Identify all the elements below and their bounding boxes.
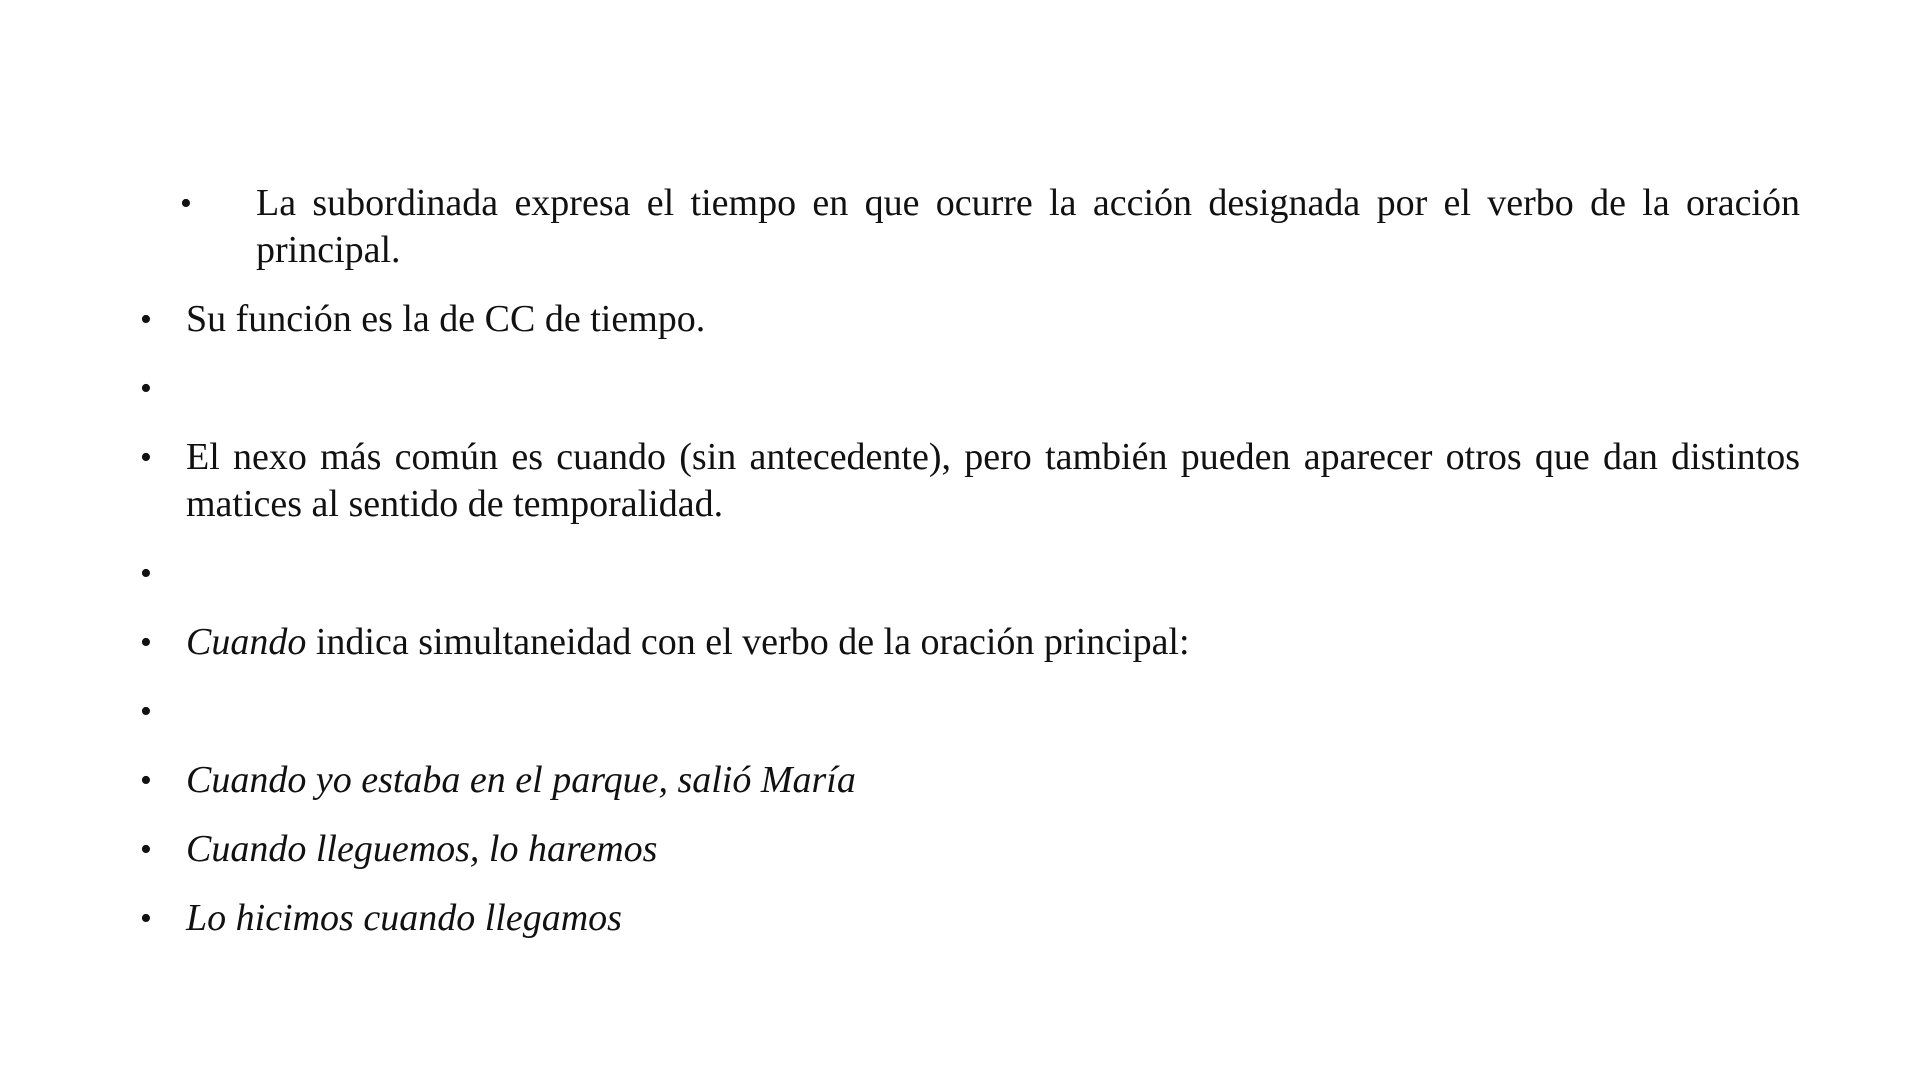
item-text: indica simultaneidad con el verbo de la oración principal: xyxy=(306,621,1190,663)
bullet-dot: • xyxy=(180,185,192,222)
list-item xyxy=(140,296,1800,343)
list-item xyxy=(140,619,1800,666)
bullet-dot: • xyxy=(140,370,152,407)
bullet-dot: • xyxy=(140,439,152,476)
bullet-dot: • xyxy=(140,624,152,661)
list-item-example xyxy=(140,757,1800,804)
bullet-dot: • xyxy=(140,693,152,730)
list-item-empty xyxy=(140,550,1800,597)
bullet-dot: • xyxy=(140,900,152,937)
bullet-dot: • xyxy=(140,555,152,592)
example-text: Cuando yo estaba en el parque, salió María xyxy=(186,759,856,801)
italic-keyword: Cuando xyxy=(186,621,307,663)
bullet-dot: • xyxy=(140,831,152,868)
example-text: Lo hicimos cuando llegamos xyxy=(186,897,622,939)
item-text: El nexo más común es cuando (sin antecedente), pero también pueden aparecer otros que dan distintos matices al sentido de temporalidad. xyxy=(186,436,1800,525)
list-item-empty xyxy=(140,688,1800,735)
list-item xyxy=(140,434,1800,528)
list-item-example xyxy=(140,895,1800,942)
list-item-example xyxy=(140,826,1800,873)
example-text: Cuando lleguemos, lo haremos xyxy=(186,828,658,870)
bullet-dot: • xyxy=(140,301,152,338)
list-item xyxy=(140,180,1800,274)
bullet-dot: • xyxy=(140,762,152,799)
list-item-empty xyxy=(140,365,1800,412)
bullet-list xyxy=(140,180,1800,964)
item-text: La subordinada expresa el tiempo en que ocurre la acción designada por el verbo de la oración principal. xyxy=(256,182,1800,271)
item-text: Su función es la de CC de tiempo. xyxy=(186,298,706,340)
